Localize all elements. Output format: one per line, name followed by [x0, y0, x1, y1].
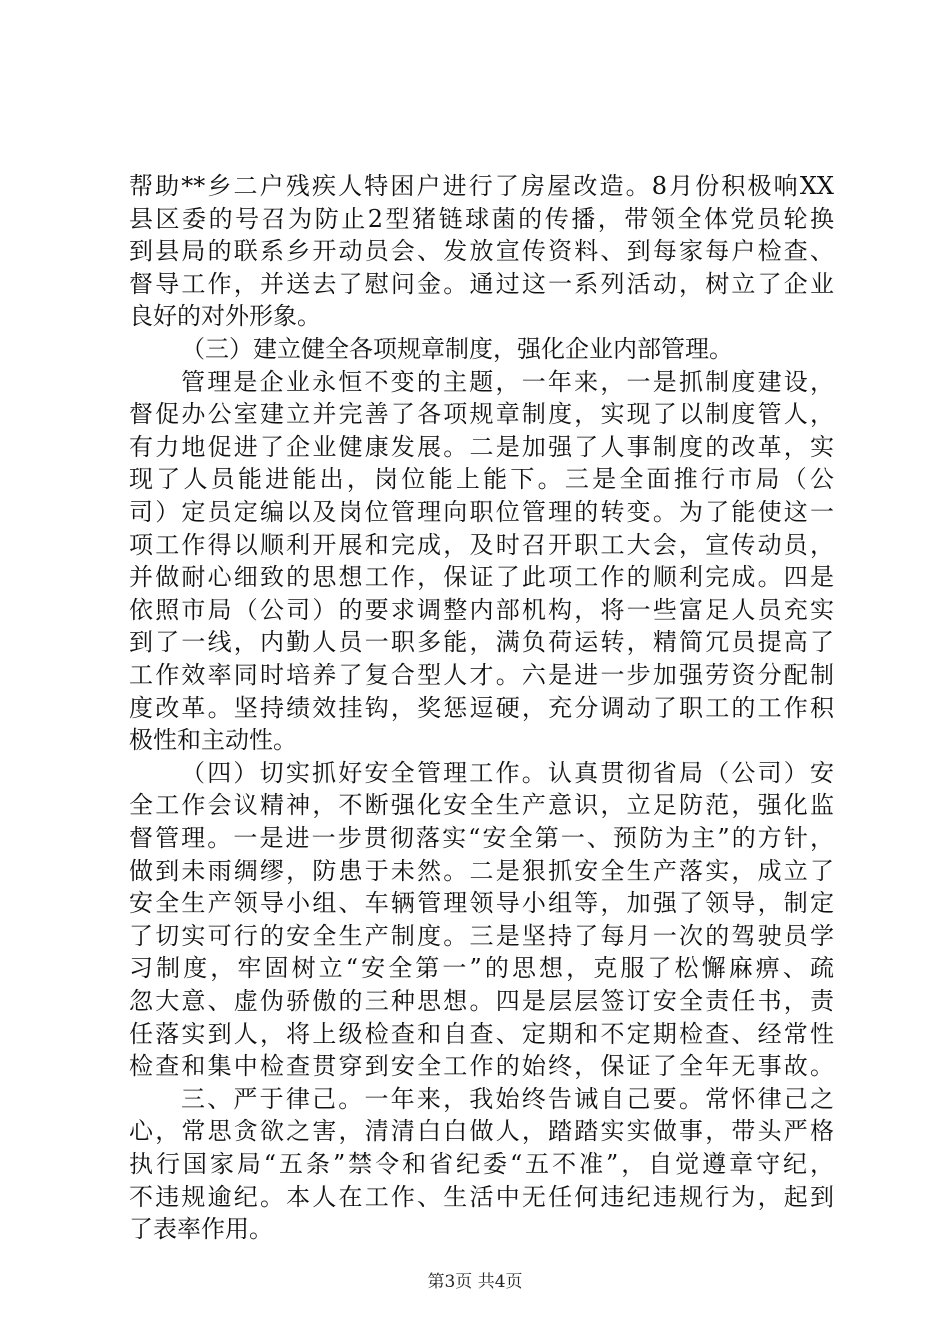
section-heading: 三、严于律己。一年来，我始终告诫自己要。常怀律己之	[181, 1085, 834, 1113]
section-heading: （四）切实抓好安全管理工作。认真贯彻省局（公司）安	[181, 759, 834, 787]
text-line: 管理是企业永恒不变的主题，一年来，一是抓制度建设，	[181, 368, 834, 396]
text-line: 到了一线，内勤人员一职多能，满负荷运转，精简冗员提高了	[129, 628, 834, 656]
text-line: 良好的对外形象。	[129, 302, 321, 330]
text-line: 到县局的联系乡开动员会、发放宣传资料、到每家每户检查、	[129, 237, 834, 265]
text-line: 安全生产领导小组、车辆管理领导小组等，加强了领导，制定	[129, 889, 834, 917]
text-line: 现了人员能进能出，岗位能上能下。三是全面推行市局（公	[129, 465, 834, 493]
text-line: 了表率作用。	[129, 1215, 273, 1243]
text-line: 了切实可行的安全生产制度。三是坚持了每月一次的驾驶员学	[129, 922, 834, 950]
text-line: 项工作得以顺利开展和完成，及时召开职工大会，宣传动员，	[129, 531, 834, 559]
text-line: 司）定员定编以及岗位管理向职位管理的转变。为了能使这一	[129, 498, 834, 526]
text-line: 督促办公室建立并完善了各项规章制度，实现了以制度管人，	[129, 400, 834, 428]
text-line: 忽大意、虚伪骄傲的三种思想。四是层层签订安全责任书，责	[129, 987, 834, 1015]
text-line: 督导工作，并送去了慰问金。通过这一系列活动，树立了企业	[129, 270, 834, 298]
text-line: 全工作会议精神，不断强化安全生产意识，立足防范，强化监	[129, 791, 834, 819]
text-line: 有力地促进了企业健康发展。二是加强了人事制度的改革，实	[129, 433, 834, 461]
text-line: 县区委的号召为防止2型猪链球菌的传播，带领全体党员轮换	[129, 205, 834, 233]
text-line: 检查和集中检查贯穿到安全工作的始终，保证了全年无事故。	[129, 1052, 834, 1080]
text-line: 督管理。一是进一步贯彻落实“安全第一、预防为主”的方针，	[129, 824, 834, 852]
text-line: 任落实到人，将上级检查和自查、定期和不定期检查、经常性	[129, 1020, 834, 1048]
page-number-footer: 第3页 共4页	[427, 1272, 523, 1292]
text-line: 习制度，牢固树立“安全第一”的思想，克服了松懈麻痹、疏	[129, 954, 834, 982]
text-line: 心，常思贪欲之害，清清白白做人，踏踏实实做事，带头严格	[129, 1117, 834, 1145]
text-line: 极性和主动性。	[129, 726, 297, 754]
text-line: 工作效率同时培养了复合型人才。六是进一步加强劳资分配制	[129, 661, 834, 689]
text-line: 并做耐心细致的思想工作，保证了此项工作的顺利完成。四是	[129, 563, 834, 591]
section-heading: （三）建立健全各项规章制度，强化企业内部管理。	[181, 335, 733, 363]
text-line: 帮助**乡二户残疾人特困户进行了房屋改造。8月份积极响XX	[129, 172, 834, 200]
text-line: 不违规逾纪。本人在工作、生活中无任何违纪违规行为，起到	[129, 1183, 834, 1211]
text-line: 依照市局（公司）的要求调整内部机构，将一些富足人员充实	[129, 596, 834, 624]
text-line: 度改革。坚持绩效挂钩，奖惩逗硬，充分调动了职工的工作积	[129, 694, 834, 722]
text-line: 做到未雨绸缪，防患于未然。二是狠抓安全生产落实，成立了	[129, 857, 834, 885]
text-line: 执行国家局“五条”禁令和省纪委“五不准”，自觉遵章守纪，	[129, 1150, 834, 1178]
